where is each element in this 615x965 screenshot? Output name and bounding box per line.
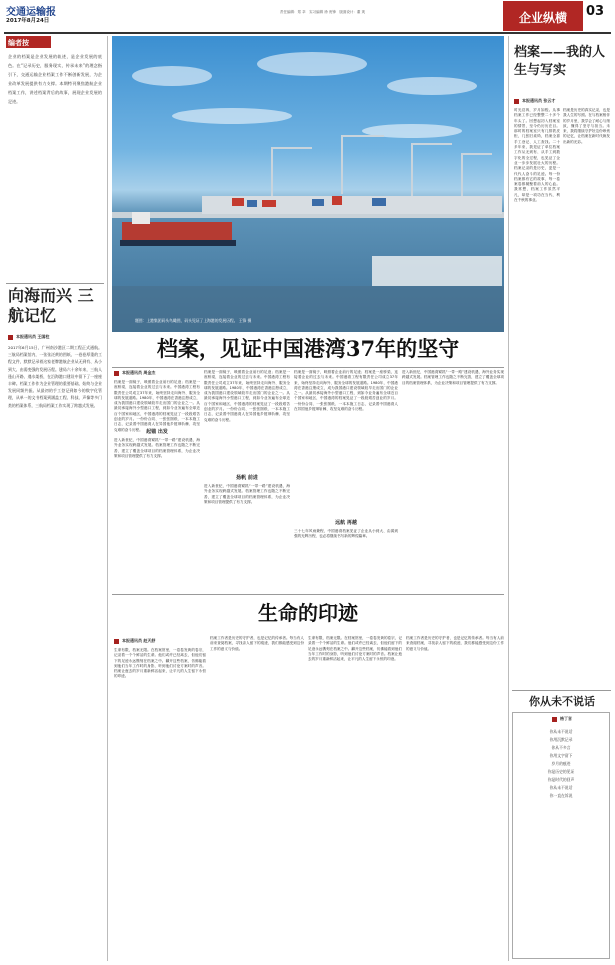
right-headline: 档案——我的人生与写实 (514, 45, 606, 78)
bottom-headline: 生命的印迹 (258, 601, 358, 625)
port-scene-graphic (112, 36, 504, 332)
main-col-2: 档案是一面镜子，映照着企业前行的足迹；档案是一座桥梁，连接着企业的过去与未来。中国港湾工程有限责任公司成立37年来，始终坚持走向海外、服务全球的发展道路。1980年，中国港湾在香港注册成立，成为我国港口建设领域较早走出国门的企业之一。从最初承接海外小型港口工程，到如今业务遍布全球近百个国家和地区，中国港湾的档案见证了一段段艰苦创业的岁月。一份份合同、一张张图纸、一本本施工日志，记录着中国港湾人在异国他乡披荆斩棘、攻坚克难的奋斗历程。 (204, 370, 290, 422)
left-headline: 向海而兴 三航记忆 (8, 286, 94, 325)
byline-marker-icon (114, 639, 119, 644)
main-col-2b: 进入新世纪，中国港湾紧抓“一带一路”建设机遇，海外业务实现跨越式发展。档案管理工作也随之不断完善，建立了覆盖全球项目的档案管理体系，为企业决策和项目管理提供了有力支撑。 (204, 484, 290, 504)
bottom-byline: 本报通讯员 赵天舒 (114, 638, 155, 644)
right-col-2: 档案是历史的真实记录，也是我人生的写照。在与档案相伴的岁月里，我学会了耐心与细致，懂得了坚守与担当。未来，我将继续守护好这份珍贵的记忆，让档案在新时代焕发出新的光彩。 (563, 108, 610, 144)
sidebar-label: 格丁言 (552, 716, 572, 722)
main-col-1b: 进入新世纪，中国港湾紧抓“一带一路”建设机遇，海外业务实现跨越式发展。档案管理工作也随之不断完善，建立了覆盖全球项目的档案管理体系，为企业决策和项目管理提供了有力支撑。 (114, 438, 200, 458)
main-byline: 本报通讯员 周金杰 (114, 370, 155, 376)
header-rule (4, 32, 611, 34)
editor-note-label-text: 编者按 (8, 39, 29, 47)
subhead-2: 扬帆 前进 (236, 475, 258, 481)
sidebar-headline: 你从未不说话 (529, 695, 595, 708)
main-col-3: 档案是一面镜子，映照着企业前行的足迹；档案是一座桥梁，连接着企业的过去与未来。中国港湾工程有限责任公司成立37年来，始终坚持走向海外、服务全球的发展道路。1980年，中国港湾在香港注册成立，成为我国港口建设领域较早走出国门的企业之一。从最初承接海外小型港口工程，到如今业务遍布全球近百个国家和地区，中国港湾的档案见证了一段段艰苦创业的岁月。一份份合同、一张张图纸、一本本施工日志，记录着中国港湾人在异国他乡披荆斩棘、攻坚克难的奋斗历程。 (294, 370, 398, 412)
left-byline: 本报通讯员 王国柱 (8, 334, 49, 340)
subhead-1: 起锚 出发 (146, 429, 168, 435)
column-name: 企业纵横 (518, 11, 567, 25)
byline-marker-icon (114, 371, 119, 376)
byline-marker-icon (8, 335, 13, 340)
right-col-1: 时光荏苒，岁月如梭。从事档案工作已经整整二十多个年头了。回想起初入档案室的情景，至今仍历历在目。那时的档案室只有几排铁皮柜，几张旧桌椅，档案全靠手工登记、人工查找。二十多年来，我见证了单位档案工作从无到有、从手工到数字化的全过程，也见证了企业一步步发展壮大的历程。档案记录的是历史，更是一代代人奋斗的足迹。每一份档案都有它的故事，每一卷案卷都凝聚着前人的心血。我常想，档案工作虽然平凡，却是一项功在当代、利在千秋的事业。 (514, 108, 560, 203)
masthead-brand: 交通运输报 (6, 7, 56, 18)
sidebar-poem: 你从未不说话 你用沉默记录 你从不多言 你用文字留下 岁月的痕迹 你是历史的见证 你是时代的回声 你从未不说话 你一直在诉说 (547, 729, 575, 798)
port-photo (112, 36, 504, 332)
bottom-col-2: 档案工作者是历史的守护者，也是记忆的传承者。每当有人前来查阅档案，寻找亲人留下的痕迹，我们都能感受到这份工作的意义与价值。 (210, 636, 304, 651)
main-col-1: 档案是一面镜子，映照着企业前行的足迹；档案是一座桥梁，连接着企业的过去与未来。中国港湾工程有限责任公司成立37年来，始终坚持走向海外、服务全球的发展道路。1980年，中国港湾在香港注册成立，成为我国港口建设领域较早走出国门的企业之一。从最初承接海外小型港口工程，到如今业务遍布全球近百个国家和地区，中国港湾的档案见证了一段段艰苦创业的岁月。一份份合同、一张张图纸、一本本施工日志，记录着中国港湾人在异国他乡披荆斩棘、攻坚克难的奋斗历程。 (114, 380, 200, 432)
main-col-4: 进入新世纪，中国港湾紧抓“一带一路”建设机遇，海外业务实现跨越式发展。档案管理工作也随之不断完善，建立了覆盖全球项目的档案管理体系，为企业决策和项目管理提供了有力支撑。 (402, 370, 504, 385)
editor-line: 责任编辑：郑 莘 实习编辑 徐 贵锋 版面设计：董 爽 (280, 10, 365, 14)
right-byline: 本报通讯员 张云才 (514, 98, 555, 104)
issue-date: 2017年8月24日 (6, 18, 50, 24)
bottom-col-1: 生命有限，档案无限。在档案馆里，一卷卷发黄的卷宗，记录着一个个鲜活的生命。他们或许已经离去，但他们留下的足迹永远镌刻在档案之中。翻开这些档案，仿佛能看到他们当年工作时的身影，听到他们讨论方案时的声音。档案让逝去的岁月重新鲜活起来，让平凡的人生留下永恒的印迹。 (114, 648, 206, 679)
main-col-3b: 三十七年风雨兼程，中国港湾档案见证了企业从小到大、由弱到强的光辉历程，也必将继续书写新的辉煌篇章。 (294, 529, 398, 539)
photo-caption: 题图：上港集团码头鸟瞰图，码头见证了上海港的发展历程。 王锋 摄 (135, 318, 252, 323)
byline-marker-icon (552, 717, 557, 722)
left-body: 2017年6月15日，广州南沙港区二期工程正式通航。三航局档案馆内，一张张泛黄的图纸、一卷卷厚重的工程文件，默默记录着这家老牌港航企业从无到有、从小到大、由弱变强的发展历程。建局六十余年来，三航人逢山开路、遇水架桥，在沿海港口建设中留下了一座座丰碑。档案工作作为企业管理的重要基础，始终与企业发展同频共振。从最初的手工登记到如今的数字化管理，从单一的文书档案到涵盖工程、科技、声像等多门类的档案体系，三航局档案工作实现了跨越式发展。 (8, 345, 102, 408)
bottom-col-3: 生命有限，档案无限。在档案馆里，一卷卷发黄的卷宗，记录着一个个鲜活的生命。他们或许已经离去，但他们留下的足迹永远镌刻在档案之中。翻开这些档案，仿佛能看到他们当年工作时的身影，听到他们讨论方案时的声音。档案让逝去的岁月重新鲜活起来，让平凡的人生留下永恒的印迹。 (308, 636, 402, 662)
bottom-col-4: 档案工作者是历史的守护者，也是记忆的传承者。每当有人前来查阅档案，寻找亲人留下的痕迹，我们都能感受到这份工作的意义与价值。 (406, 636, 504, 651)
byline-marker-icon (514, 99, 519, 104)
page-number: 03 (586, 4, 605, 19)
subhead-3: 远航 再越 (335, 520, 357, 526)
main-headline: 档案，见证中国港湾37年的坚守 (156, 336, 460, 361)
editor-note-text: 企业的档案是企业发展的轨迹，是企业发展的底色。在“记录历史，服务现实，传承未来”的理念指引下，交通运输企业档案工作不断创新发展，为企业改革发展提供有力支撑。本期特刊聚焦港航企业档案工作，讲述档案背后的故事，展现企业发展的足迹。 (8, 54, 102, 104)
